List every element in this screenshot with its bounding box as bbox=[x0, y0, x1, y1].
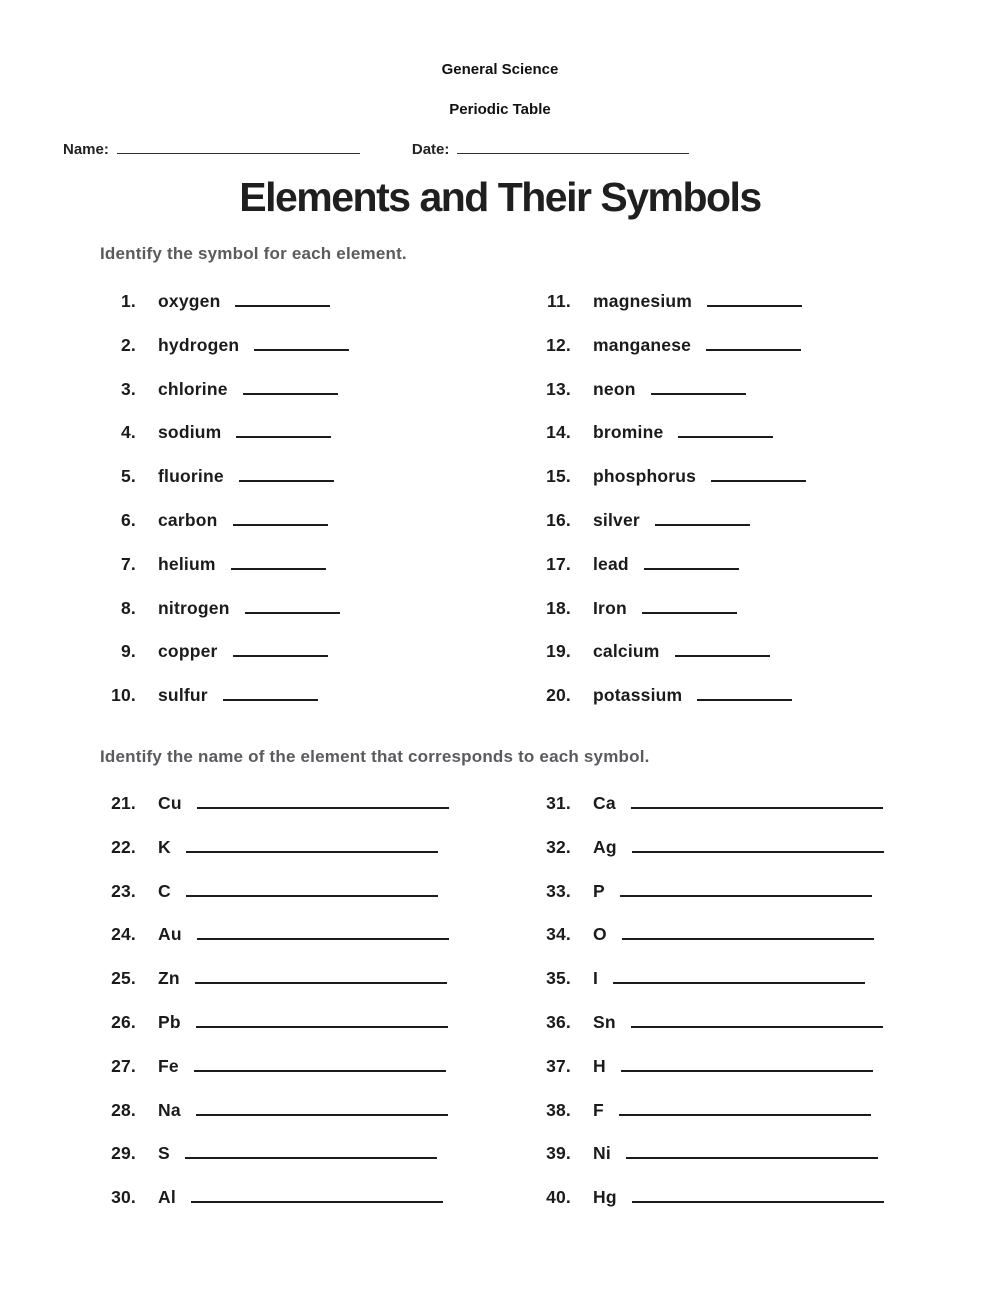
element-item-row bbox=[103, 598, 538, 620]
item-number: 24. bbox=[111, 924, 136, 945]
symbol-answer-blank[interactable] bbox=[644, 555, 739, 570]
item-number: 1. bbox=[121, 291, 136, 311]
date-label: Date: bbox=[411, 141, 450, 158]
element-symbol: Ag bbox=[593, 836, 617, 857]
name-answer-blank[interactable] bbox=[632, 838, 884, 853]
item-number: 8. bbox=[121, 597, 136, 618]
element-symbol: I bbox=[593, 968, 599, 989]
name-answer-blank[interactable] bbox=[197, 794, 449, 809]
item-number: 3. bbox=[121, 378, 136, 399]
element-symbol: Ni bbox=[593, 1143, 611, 1164]
name-label: Name: bbox=[63, 141, 109, 158]
date-input-line[interactable] bbox=[457, 141, 689, 154]
element-item-row bbox=[538, 422, 1000, 444]
item-number: 40. bbox=[546, 1187, 571, 1208]
item-number: 38. bbox=[546, 1099, 571, 1120]
element-symbol: Hg bbox=[593, 1187, 617, 1208]
name-answer-blank[interactable] bbox=[620, 882, 872, 897]
section1-right-column bbox=[538, 291, 1000, 729]
topic-title: Periodic Table bbox=[449, 101, 551, 118]
name-answer-blank[interactable] bbox=[626, 1144, 878, 1159]
item-number: 33. bbox=[546, 880, 571, 901]
element-symbol: F bbox=[593, 1099, 604, 1120]
element-item-row bbox=[103, 510, 538, 532]
element-name: phosphorus bbox=[593, 466, 697, 487]
item-number: 22. bbox=[111, 836, 136, 857]
item-number: 20. bbox=[546, 685, 571, 706]
symbol-item-row bbox=[538, 1187, 1000, 1209]
item-number: 14. bbox=[546, 422, 571, 443]
element-name: bromine bbox=[593, 422, 664, 443]
element-item-row bbox=[103, 291, 538, 313]
name-answer-blank[interactable] bbox=[631, 794, 883, 809]
element-symbol: Au bbox=[158, 924, 182, 945]
name-answer-blank[interactable] bbox=[186, 882, 438, 897]
element-name: fluorine bbox=[158, 466, 224, 487]
symbol-answer-blank[interactable] bbox=[678, 423, 773, 438]
symbol-answer-blank[interactable] bbox=[233, 511, 328, 526]
symbol-answer-blank[interactable] bbox=[711, 467, 806, 482]
course-title: General Science bbox=[441, 61, 559, 78]
symbol-item-row bbox=[538, 837, 1000, 859]
item-number: 11. bbox=[547, 291, 571, 311]
element-item-row bbox=[103, 641, 538, 663]
element-item-row bbox=[538, 379, 1000, 401]
element-name: hydrogen bbox=[158, 334, 240, 355]
worksheet-title: Elements and Their Symbols bbox=[239, 174, 761, 220]
symbol-item-row bbox=[103, 924, 538, 946]
item-number: 37. bbox=[546, 1055, 571, 1076]
item-number: 10. bbox=[111, 685, 136, 706]
name-answer-blank[interactable] bbox=[194, 1057, 446, 1072]
section2-instruction: Identify the name of the element that corresponds to each symbol. bbox=[100, 746, 650, 766]
item-number: 5. bbox=[121, 466, 136, 487]
element-name: chlorine bbox=[158, 378, 228, 399]
symbol-answer-blank[interactable] bbox=[707, 292, 802, 307]
section1-left-column bbox=[103, 291, 538, 729]
item-number: 17. bbox=[546, 553, 571, 574]
name-answer-blank[interactable] bbox=[186, 838, 438, 853]
symbol-answer-blank[interactable] bbox=[245, 599, 340, 614]
symbol-answer-blank[interactable] bbox=[231, 555, 326, 570]
item-number: 36. bbox=[546, 1011, 571, 1032]
section1-instruction: Identify the symbol for each element. bbox=[100, 244, 407, 263]
element-symbol: Pb bbox=[158, 1011, 181, 1032]
symbol-answer-blank[interactable] bbox=[651, 380, 746, 395]
symbol-item-row bbox=[538, 1012, 1000, 1034]
item-number: 16. bbox=[546, 509, 571, 530]
symbol-item-row bbox=[103, 1187, 538, 1209]
symbol-item-row bbox=[538, 968, 1000, 990]
symbol-answer-blank[interactable] bbox=[233, 642, 328, 657]
item-number: 21. bbox=[111, 792, 136, 813]
item-number: 6. bbox=[121, 509, 136, 530]
symbol-item-row bbox=[538, 1056, 1000, 1078]
item-number: 15. bbox=[546, 466, 571, 487]
item-number: 4. bbox=[121, 422, 136, 443]
item-number: 18. bbox=[546, 597, 571, 618]
element-name: lead bbox=[593, 553, 629, 574]
element-name: carbon bbox=[158, 509, 218, 530]
section2-left-column bbox=[103, 793, 538, 1231]
name-answer-blank[interactable] bbox=[191, 1188, 443, 1203]
item-number: 28. bbox=[111, 1099, 136, 1120]
symbol-item-row bbox=[103, 968, 538, 990]
name-answer-blank[interactable] bbox=[613, 969, 865, 984]
element-item-row bbox=[103, 554, 538, 576]
item-number: 27. bbox=[111, 1055, 136, 1076]
element-symbol: C bbox=[158, 880, 171, 901]
element-item-row bbox=[538, 335, 1000, 357]
symbol-answer-blank[interactable] bbox=[655, 511, 750, 526]
name-answer-blank[interactable] bbox=[197, 925, 449, 940]
name-answer-blank[interactable] bbox=[622, 925, 874, 940]
symbol-answer-blank[interactable] bbox=[239, 467, 334, 482]
element-item-row bbox=[103, 379, 538, 401]
name-answer-blank[interactable] bbox=[632, 1188, 884, 1203]
symbol-item-row bbox=[103, 1143, 538, 1165]
section2-right-column bbox=[538, 793, 1000, 1231]
item-number: 39. bbox=[546, 1143, 571, 1164]
item-number: 31. bbox=[546, 792, 571, 813]
element-name: sodium bbox=[158, 422, 222, 443]
section2-items bbox=[0, 793, 1000, 1231]
item-number: 7. bbox=[121, 553, 136, 574]
element-symbol: O bbox=[593, 924, 607, 945]
symbol-answer-blank[interactable] bbox=[235, 292, 330, 307]
name-answer-blank[interactable] bbox=[621, 1057, 873, 1072]
element-item-row bbox=[103, 422, 538, 444]
name-answer-blank[interactable] bbox=[195, 969, 447, 984]
element-name: sulfur bbox=[158, 685, 208, 706]
element-symbol: Ca bbox=[593, 792, 616, 813]
item-number: 23. bbox=[111, 880, 136, 901]
element-symbol: Al bbox=[158, 1187, 176, 1208]
element-name: manganese bbox=[593, 334, 692, 355]
element-item-row bbox=[103, 466, 538, 488]
item-number: 2. bbox=[121, 334, 136, 355]
element-item-row bbox=[103, 685, 538, 707]
element-symbol: H bbox=[593, 1055, 606, 1076]
item-number: 12. bbox=[546, 334, 571, 355]
item-number: 32. bbox=[546, 836, 571, 857]
element-item-row bbox=[538, 598, 1000, 620]
symbol-item-row bbox=[103, 1012, 538, 1034]
item-number: 26. bbox=[111, 1011, 136, 1032]
element-item-row bbox=[538, 291, 1000, 313]
element-item-row bbox=[538, 510, 1000, 532]
name-answer-blank[interactable] bbox=[619, 1101, 871, 1116]
symbol-item-row bbox=[103, 1100, 538, 1122]
name-answer-blank[interactable] bbox=[631, 1013, 883, 1028]
item-number: 34. bbox=[546, 924, 571, 945]
symbol-answer-blank[interactable] bbox=[236, 423, 331, 438]
name-answer-blank[interactable] bbox=[185, 1144, 437, 1159]
element-symbol: Fe bbox=[158, 1055, 179, 1076]
symbol-item-row bbox=[103, 881, 538, 903]
symbol-item-row bbox=[103, 837, 538, 859]
element-symbol: Cu bbox=[158, 792, 182, 813]
element-item-row bbox=[538, 554, 1000, 576]
element-symbol: Sn bbox=[593, 1011, 616, 1032]
item-number: 19. bbox=[546, 641, 571, 662]
element-name: neon bbox=[593, 378, 636, 399]
symbol-answer-blank[interactable] bbox=[697, 686, 792, 701]
name-input-line[interactable] bbox=[117, 141, 360, 154]
element-symbol: P bbox=[593, 880, 605, 901]
element-symbol: K bbox=[158, 836, 171, 857]
symbol-answer-blank[interactable] bbox=[243, 380, 338, 395]
element-name: helium bbox=[158, 553, 216, 574]
symbol-item-row bbox=[538, 1143, 1000, 1165]
symbol-answer-blank[interactable] bbox=[675, 642, 770, 657]
item-number: 30. bbox=[111, 1187, 136, 1208]
element-name: potassium bbox=[593, 685, 683, 706]
element-symbol: Zn bbox=[158, 968, 180, 989]
element-name: magnesium bbox=[593, 291, 693, 311]
item-number: 9. bbox=[121, 641, 136, 662]
element-item-row bbox=[538, 641, 1000, 663]
symbol-item-row bbox=[538, 1100, 1000, 1122]
element-name: oxygen bbox=[158, 291, 221, 311]
element-item-row bbox=[103, 335, 538, 357]
element-item-row bbox=[538, 685, 1000, 707]
symbol-answer-blank[interactable] bbox=[642, 599, 737, 614]
symbol-item-row bbox=[538, 924, 1000, 946]
symbol-item-row bbox=[103, 793, 538, 815]
symbol-item-row bbox=[103, 1056, 538, 1078]
element-symbol: S bbox=[158, 1143, 170, 1164]
item-number: 25. bbox=[111, 968, 136, 989]
element-name: silver bbox=[593, 509, 640, 530]
symbol-answer-blank[interactable] bbox=[254, 336, 349, 351]
symbol-item-row bbox=[538, 881, 1000, 903]
item-number: 35. bbox=[546, 968, 571, 989]
symbol-item-row bbox=[538, 793, 1000, 815]
name-answer-blank[interactable] bbox=[196, 1013, 448, 1028]
element-item-row bbox=[538, 466, 1000, 488]
element-name: nitrogen bbox=[158, 597, 230, 618]
symbol-answer-blank[interactable] bbox=[223, 686, 318, 701]
element-name: copper bbox=[158, 641, 218, 662]
item-number: 29. bbox=[111, 1143, 136, 1164]
item-number: 13. bbox=[546, 378, 571, 399]
name-date-row bbox=[0, 141, 1000, 158]
element-name: Iron bbox=[593, 597, 627, 618]
symbol-answer-blank[interactable] bbox=[706, 336, 801, 351]
name-answer-blank[interactable] bbox=[196, 1101, 448, 1116]
element-name: calcium bbox=[593, 641, 660, 662]
section1-items bbox=[0, 291, 1000, 729]
element-symbol: Na bbox=[158, 1099, 181, 1120]
